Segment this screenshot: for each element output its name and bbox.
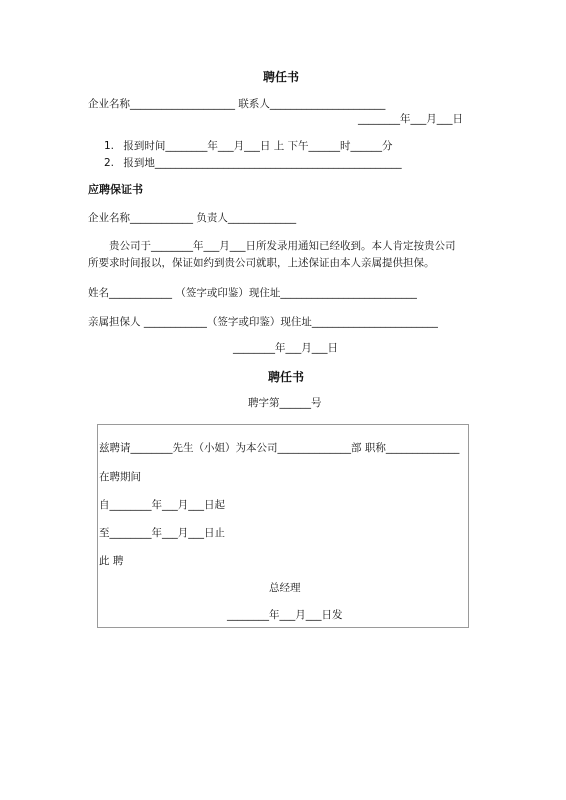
appointment-line: 兹聘请________先生（小姐）为本公司______________部 职称______________ [99,442,460,454]
section-title-guarantee: 应聘保证书 [88,183,143,196]
date-line-top: ________年___月___日 [358,113,463,125]
company-responsible-line: 企业名称____________ 负责人_____________ [88,212,297,224]
appointment-period-label: 在聘期间 [99,471,141,483]
appointment-number: 聘字第______号 [248,397,322,409]
appointment-end-date: 至________年___月___日止 [99,527,225,539]
general-manager-label: 总经理 [269,582,301,594]
appointment-title: 聘任书 [268,370,305,384]
guarantee-paragraph: 贵公司于________年___月___日所发录用通知已经收到。本人肯定按贵公司所要求时间报以，保证如约到贵公司就职，上述保证由本人亲属提供担保。 [88,240,456,270]
date-line-middle: ________年___月___日 [233,342,338,354]
appointment-start-date: 自________年___月___日起 [99,499,225,511]
list-text: 报到地_______________________________________________ [123,157,402,169]
document-title: 聘任书 [263,70,300,84]
list-item-arrival-time [104,140,393,153]
company-contact-line: 企业名称____________________ 联系人______________________ [88,98,386,110]
list-number: 1. [104,140,115,152]
appointment-letter-box [97,424,469,628]
list-text: 报到时间________年___月___日 上 下午______时______分 [123,140,393,152]
appointment-closing: 此 聘 [99,555,124,567]
list-item-arrival-place [104,157,402,170]
name-signature-line: 姓名____________ （签字或印鉴）现住址__________________________ [88,287,417,299]
guarantor-signature-line: 亲属担保人 ____________（签字或印鉴）现住址________________________ [88,316,438,328]
list-number: 2. [104,157,115,169]
issue-date-line: ________年___月___日发 [227,609,343,621]
